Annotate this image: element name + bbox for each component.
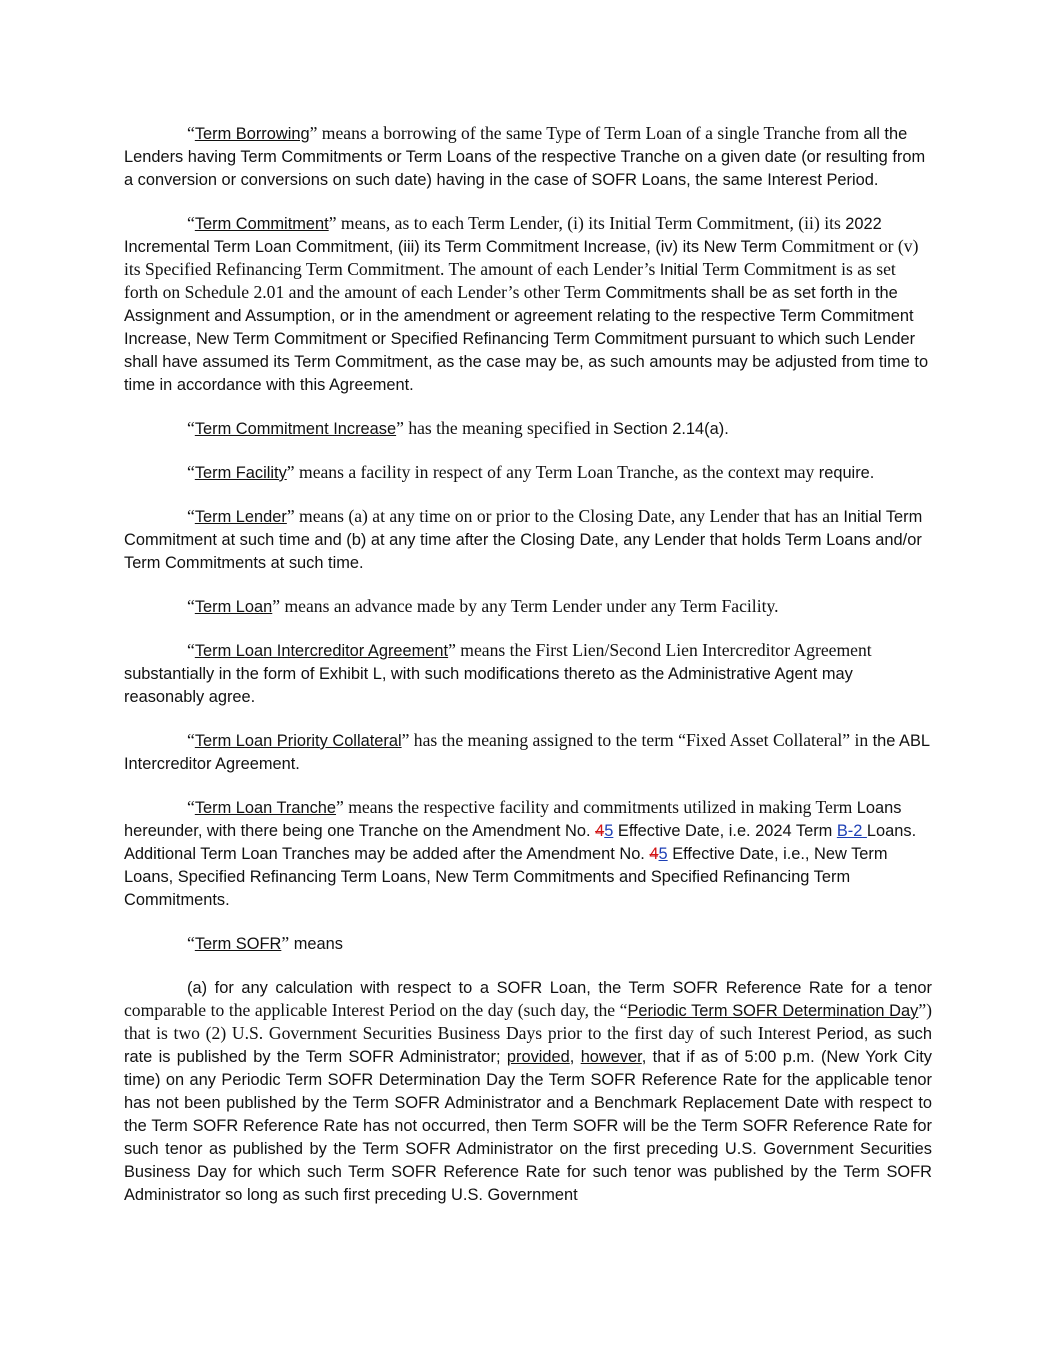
defined-term: Term SOFR xyxy=(194,935,282,953)
inserted-text: 5 xyxy=(604,822,614,840)
definition-term-lender: “Term Lender” means (a) at any time on or prior to the Closing Date, any Lender that has an Initial Term Commitment at such time and (b) at any time after the Closing Date, any Lender that holds Term Loans and/or Term Commitments at such time. xyxy=(124,506,923,572)
defined-term: Term Loan Tranche xyxy=(194,799,337,817)
definition-term-commitment-increase: “Term Commitment Increase” has the meaning specified in Section 2.14(a). xyxy=(187,418,729,438)
term-sofr-clause-a: (a) for any calculation with respect to a SOFR Loan, the Term SOFR Reference Rate for a tenor comparable to the applicable Interest Period on the day (such day, the “Periodic Term SOFR Determination Day”) that is two (2) U.S. Government Securities Business Days prior to the first day of such Interest Period, as such rate is published by the Term SOFR Administrator; provided, however, that if as of 5:00 p.m. (New York City time) on any Periodic Term SOFR Determination Day the Term SOFR Reference Rate for the applicable tenor has not been published by the Term SOFR Administrator and a Benchmark Replacement Date with respect to the Term SOFR Reference Rate has not occurred, then Term SOFR will be the Term SOFR Reference Rate for such tenor as published by the Term SOFR Administrator on the first preceding U.S. Government Securities Business Day for which such Term SOFR Reference Rate for such tenor was published by the Term SOFR Administrator so long as such first preceding U.S. Government xyxy=(124,979,933,1204)
deleted-text: 4 xyxy=(649,845,659,863)
definition-term-loan: “Term Loan” means an advance made by any Term Lender under any Term Facility. xyxy=(187,596,779,616)
deleted-text: 4 xyxy=(595,822,605,840)
definition-term-loan-intercreditor-agreement: “Term Loan Intercreditor Agreement” means the First Lien/Second Lien Intercreditor Agreement substantially in the form of Exhibit L, with such modifications thereto as the Administrative Agent may reasonably agree. xyxy=(124,640,872,706)
definition-term-commitment: “Term Commitment” means, as to each Term Lender, (i) its Initial Term Commitment, (ii) its 2022 Incremental Term Loan Commitment, (iii) its Term Commitment Increase, (iv) its New Term Commitment or (v) its Specified Refinancing Term Commitment. The amount of each Lender’s Initial Term Commitment is as set forth on Schedule 2.01 and the amount of each Lender’s other Term Commitments shall be as set forth in the Assignment and Assumption, or in the amendment or agreement relating to the respective Term Commitment Increase, New Term Commitment or Specified Refinancing Term Commitment pursuant to which such Lender shall have assumed its Term Commitment, as the case may be, as such amounts may be adjusted from time to time in accordance with this Agreement. xyxy=(124,213,929,394)
defined-term: Term Commitment xyxy=(194,215,329,233)
definition-term-facility: “Term Facility” means a facility in respect of any Term Loan Tranche, as the context may require. xyxy=(187,462,875,482)
defined-term: Term Loan Priority Collateral xyxy=(194,732,402,750)
defined-term: Term Lender xyxy=(194,508,287,526)
defined-term: Term Commitment Increase xyxy=(194,420,397,438)
defined-term: Term Loan Intercreditor Agreement xyxy=(194,642,449,660)
definition-term-borrowing: “Term Borrowing” means a borrowing of the same Type of Term Loan of a single Tranche from all the Lenders having Term Commitments or Term Loans of the respective Tranche on a given date (or resulting from a conversion or conversions on such date) having in the case of SOFR Loans, the same Interest Period. xyxy=(124,123,926,189)
emphasis-however: however xyxy=(580,1048,642,1066)
inserted-text: B-2 xyxy=(836,822,867,840)
definition-term-loan-tranche: “Term Loan Tranche” means the respective facility and commitments utilized in making Term Loans hereunder, with there being one Tranche on the Amendment No. 45 Effective Date, i.e. 2024 Term B-2 Loans. Additional Term Loan Tranches may be added after the Amendment No. 45 Effective Date, i.e., New Term Loans, Specified Refinancing Term Loans, New Term Commitments and Specified Refinancing Term Commitments. xyxy=(124,797,917,909)
defined-term: Term Borrowing xyxy=(194,125,310,143)
defined-term: Term Loan xyxy=(194,598,273,616)
definition-term-sofr: “Term SOFR” means xyxy=(187,933,343,953)
document-page xyxy=(124,122,932,1227)
definition-term-loan-priority-collateral: “Term Loan Priority Collateral” has the meaning assigned to the term “Fixed Asset Collateral” in the ABL Intercreditor Agreement. xyxy=(124,730,930,773)
emphasis-provided: provided xyxy=(506,1048,570,1066)
defined-term: Term Facility xyxy=(194,464,287,482)
defined-term: Periodic Term SOFR Determination Day xyxy=(627,1002,919,1020)
inserted-text: 5 xyxy=(658,845,668,863)
